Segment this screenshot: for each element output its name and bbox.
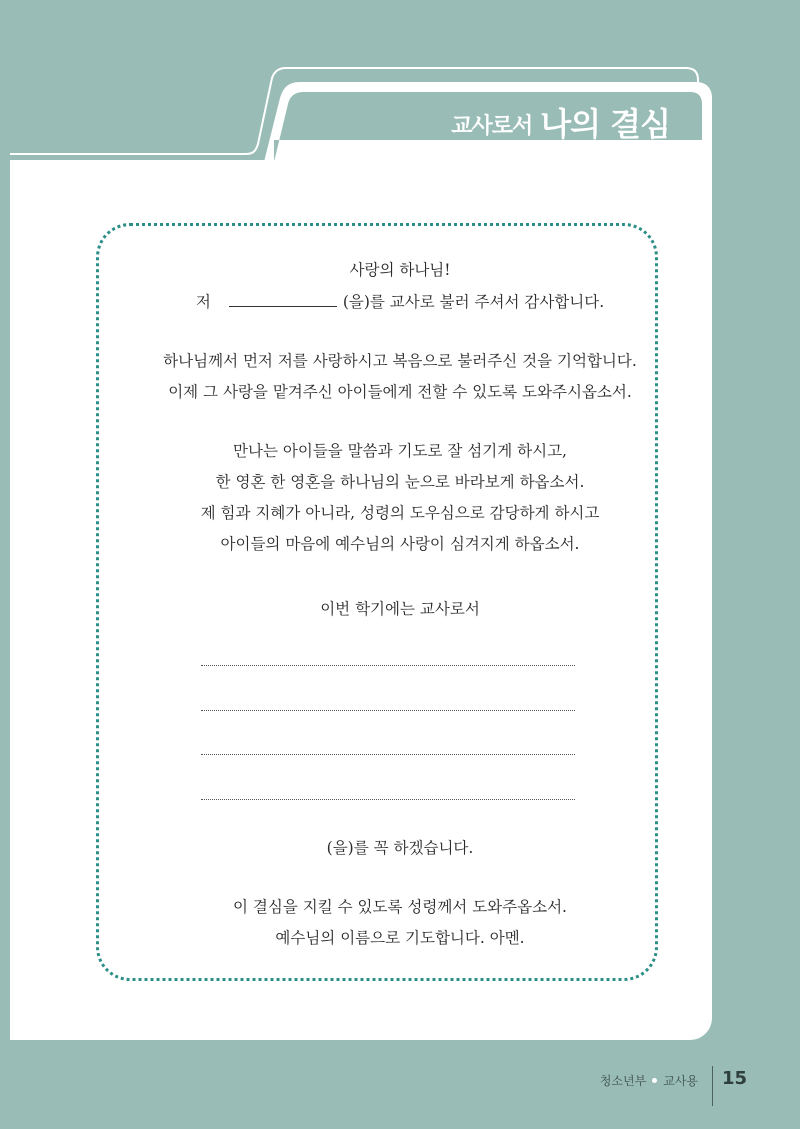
prayer-line-8: 아이들의 마음에 예수님의 사랑이 심겨지게 하옵소서.	[220, 535, 580, 553]
footer-divider	[712, 1066, 713, 1106]
resolution-line-1[interactable]	[201, 665, 575, 666]
bullet-icon	[652, 1078, 657, 1083]
prayer-line-7: 제 힘과 지혜가 아니라, 성령의 도우심으로 감당하게 하시고	[200, 504, 600, 522]
footer-section: 청소년부	[599, 1074, 647, 1088]
title-prefix: 교사로서	[451, 114, 533, 139]
header-tab-shape	[0, 60, 800, 170]
prayer-line-11: 이 결심을 지킬 수 있도록 성령께서 도와주옵소서.	[233, 898, 567, 916]
resolution-line-3[interactable]	[201, 754, 575, 755]
prayer-line-6: 한 영혼 한 영혼을 하나님의 눈으로 바라보게 하옵소서.	[215, 473, 585, 491]
resolution-line-2[interactable]	[201, 710, 575, 711]
prayer-line-10: (을)를 꼭 하겠습니다.	[326, 839, 474, 857]
footer-label	[600, 1072, 698, 1089]
prayer-line-1: 사랑의 하나님!	[349, 261, 451, 279]
prayer-line-2	[0, 290, 800, 313]
footer-edition: 교사용	[663, 1074, 698, 1088]
prayer-line-2-post: (을)를 교사로 불러 주셔서 감사합니다.	[342, 293, 605, 311]
title-main: 나의 결심	[540, 105, 670, 143]
page-number: 15	[722, 1068, 748, 1089]
prayer-line-12: 예수님의 이름으로 기도합니다. 아멘.	[275, 929, 525, 947]
prayer-line-2-pre: 저	[195, 293, 211, 311]
name-blank[interactable]	[229, 290, 337, 307]
prayer-line-9: 이번 학기에는 교사로서	[320, 600, 480, 618]
prayer-line-4: 이제 그 사랑을 맡겨주신 아이들에게 전할 수 있도록 도와주시옵소서.	[168, 383, 632, 401]
page-title	[451, 105, 670, 143]
resolution-line-4[interactable]	[201, 799, 575, 800]
prayer-line-3: 하나님께서 먼저 저를 사랑하시고 복음으로 불러주신 것을 기억합니다.	[163, 352, 637, 370]
prayer-line-5: 만나는 아이들을 말씀과 기도로 잘 섬기게 하시고,	[233, 442, 567, 460]
